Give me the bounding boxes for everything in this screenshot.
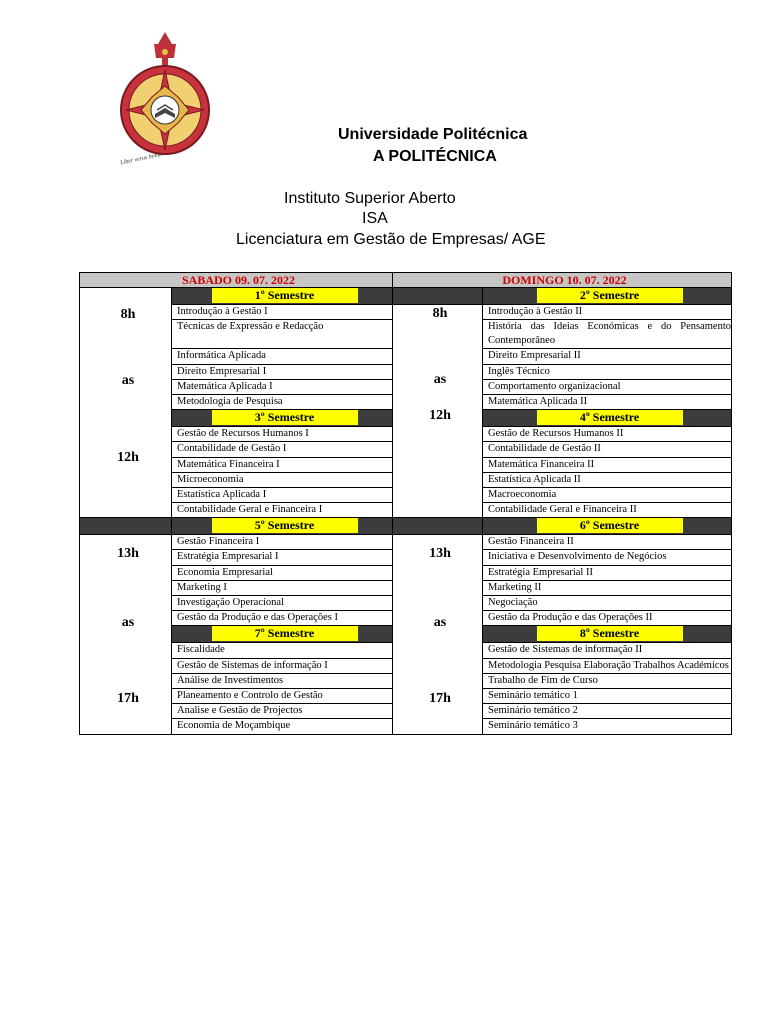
time-cell-sat-afternoon [80,535,172,734]
semester-3-header [172,410,393,427]
semester-8-header [483,626,732,643]
semester-label: 6º Semestre [537,518,683,533]
subject-cell: Matemática Aplicada II [483,394,732,409]
subject-cell: Gestão de Sistemas de informação I [172,658,393,673]
day-sunday: DOMINGO 10. 07. 2022 [393,273,732,288]
time-as: as [433,615,447,631]
subject-cell: Informática Aplicada [172,349,393,364]
subject-cell: Seminário temático 3 [483,719,732,734]
subject-cell: Gestão Financeira I [172,535,393,550]
semester-5-header [172,518,393,535]
subject-cell: Analise e Gestão de Projectos [172,704,393,719]
subject-cell: Gestão de Sistemas de informação II [483,643,732,658]
subject-cell: História das Ideias Económicas e do Pensamento Contemporâneo [483,320,732,349]
table-row [80,535,732,550]
semester-4-header [483,410,732,427]
subject-cell: Macroeconomia [483,487,732,502]
subject-cell: Trabalho de Fim de Curso [483,673,732,688]
day-header-row [80,273,732,288]
semester-header-row [80,288,732,305]
semester-header-row [80,518,732,535]
university-logo [106,30,224,180]
subject-cell: Matemática Aplicada I [172,379,393,394]
subject-cell: Marketing II [483,580,732,595]
time-cell-sat-morning [80,288,172,518]
subject-cell: Contabilidade Geral e Financeira I [172,503,393,518]
subject-cell: Economia Empresarial [172,565,393,580]
university-name: Universidade Politécnica [338,126,528,143]
time-end: 17h [117,691,139,707]
subject-cell: Introdução à Gestão II [483,305,732,320]
time-end: 12h [117,450,139,466]
semester-6-header [483,518,732,535]
semester-label: 5º Semestre [212,518,358,533]
semester-7-header [172,626,393,643]
divider-cell [80,518,172,535]
time-cell-sun-morning [393,305,483,518]
table-row [80,305,732,320]
semester-label: 1º Semestre [212,288,358,303]
subject-cell: Matemática Financeira II [483,457,732,472]
time-start: 13h [429,546,451,562]
university-subtitle: A POLITÉCNICA [373,148,497,165]
subject-cell: Economia de Moçambique [172,719,393,734]
divider-cell [393,518,483,535]
semester-label: 3º Semestre [212,410,358,425]
subject-cell: Direito Empresarial I [172,364,393,379]
subject-cell: Inglês Técnico [483,364,732,379]
subject-cell: Fiscalidade [172,643,393,658]
time-cell-sun-afternoon [393,535,483,734]
subject-cell: Comportamento organizacional [483,379,732,394]
course-title: Licenciatura em Gestão de Empresas/ AGE [236,231,546,248]
subject-cell: Técnicas de Expressão e Redacção [172,320,393,349]
subject-cell: Investigação Operacional [172,596,393,611]
subject-cell: Estatística Aplicada II [483,472,732,487]
subject-cell: Estratégia Empresarial I [172,550,393,565]
time-start: 8h [120,307,136,323]
day-saturday: SABADO 09. 07. 2022 [80,273,393,288]
subject-cell: Contabilidade Geral e Financeira II [483,503,732,518]
subject-cell: Seminário temático 2 [483,704,732,719]
time-start: 8h [432,306,448,322]
institute-abbr: ISA [362,210,388,227]
institute-name: Instituto Superior Aberto [284,190,456,207]
subject-cell: Gestão de Recursos Humanos I [172,427,393,442]
subject-cell: Gestão da Produção e das Operações II [483,611,732,626]
subject-cell: Estratégia Empresarial II [483,565,732,580]
subject-cell: Planeamento e Controlo de Gestão [172,688,393,703]
time-as: as [121,615,135,631]
semester-label: 2º Semestre [537,288,683,303]
time-start: 13h [117,546,139,562]
semester-label: 4º Semestre [537,410,683,425]
subject-cell: Introdução à Gestão I [172,305,393,320]
time-as: as [433,372,447,388]
subject-cell: Estatística Aplicada I [172,487,393,502]
divider-cell [393,288,483,305]
subject-cell: Negociação [483,596,732,611]
time-end: 17h [429,691,451,707]
subject-cell: Análise de Investimentos [172,673,393,688]
subject-cell: Gestão de Recursos Humanos II [483,427,732,442]
subject-cell: Seminário temático 1 [483,688,732,703]
subject-cell: Gestão da Produção e das Operações I [172,611,393,626]
subject-cell: Direito Empresarial II [483,349,732,364]
subject-cell: Gestão Financeira II [483,535,732,550]
subject-cell: Metodologia de Pesquisa [172,394,393,409]
time-as: as [121,373,135,389]
subject-cell: Contabilidade de Gestão I [172,442,393,457]
schedule-table [79,272,732,735]
subject-cell: Iniciativa e Desenvolvimento de Negócios [483,550,732,565]
subject-cell: Microeconomia [172,472,393,487]
subject-cell: Matemática Financeira I [172,457,393,472]
semester-1-header [172,288,393,305]
subject-cell: Marketing I [172,580,393,595]
semester-label: 8º Semestre [537,626,683,641]
subject-cell: Metodologia Pesquisa Elaboração Trabalhos Académicos [483,658,732,673]
logo-motto: Liber verus bonus [119,151,164,167]
semester-label: 7º Semestre [212,626,358,641]
subject-cell: Contabilidade de Gestão II [483,442,732,457]
semester-2-header [483,288,732,305]
time-end: 12h [429,408,451,424]
